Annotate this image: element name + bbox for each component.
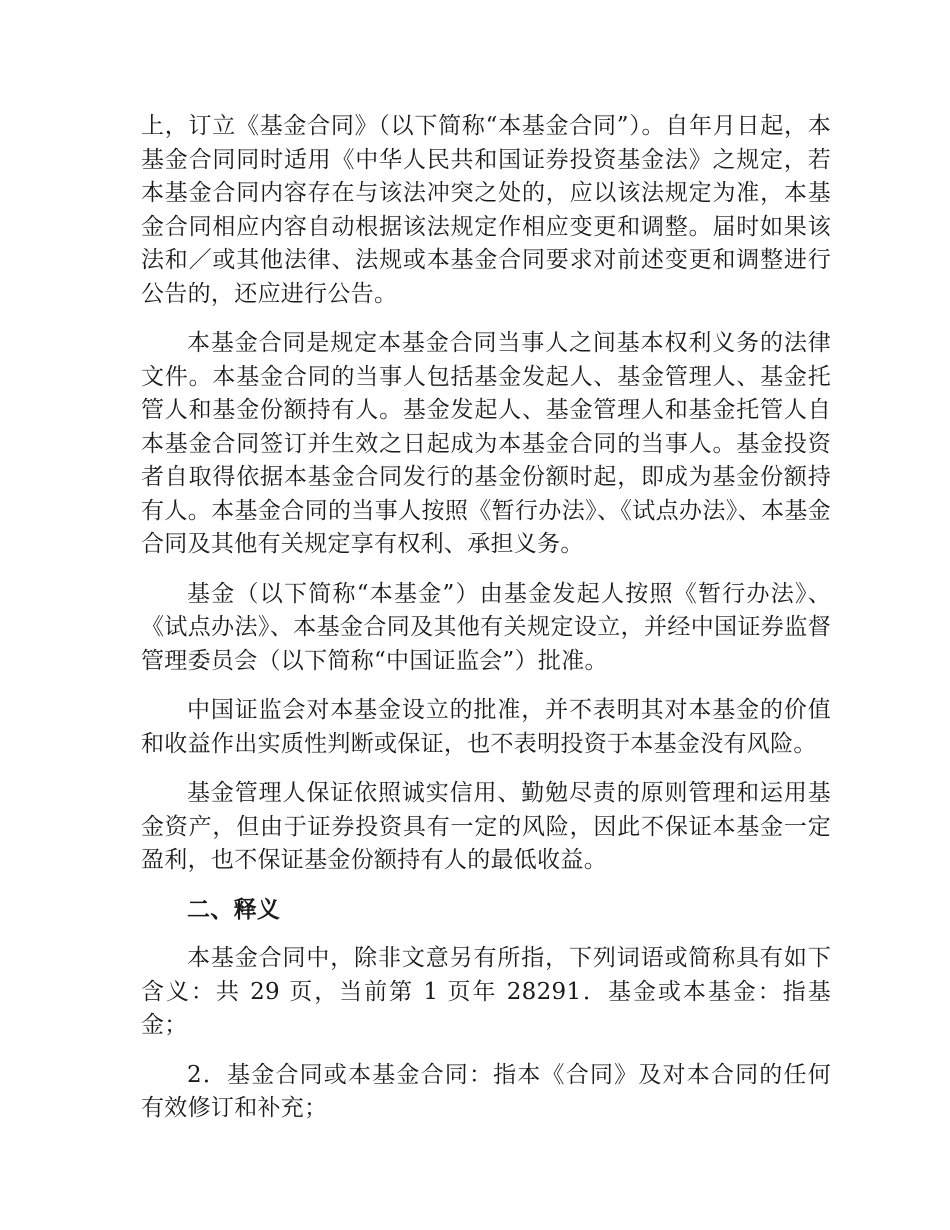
paragraph-manager-guarantee: 基金管理人保证依照诚实信用、勤勉尽责的原则管理和运用基金资产，但由于证券投资具有一定的风险，因此不保证本基金一定盈利，也不保证基金份额持有人的最低收益。 <box>141 780 831 873</box>
paragraph-contract-parties: 本基金合同是规定本基金合同当事人之间基本权利义务的法律文件。本基金合同的当事人包括基金发起人、基金管理人、基金托管人和基金份额持有人。基金发起人、基金管理人和基金托管人自本基金合同签订并生效之日起成为本基金合同的当事人。基金投资者自取得依据本基金合同发行的基金份额时起，即成为基金份额持有人。本基金合同的当事人按照《暂行办法》、《试点办法》、本基金合同及其他有关规定享有权利、承担义务。 <box>141 330 831 557</box>
document-page <box>141 110 831 1142</box>
paragraph-definitions-intro: 本基金合同中，除非文意另有所指，下列词语或简称具有如下含义：共 29 页，当前第 1 页年 28291．基金或本基金：指基金； <box>141 945 831 1038</box>
paragraph-csrc-approval: 中国证监会对本基金设立的批准，并不表明其对本基金的价值和收益作出实质性判断或保证，也不表明投资于本基金没有风险。 <box>141 697 831 757</box>
paragraph-fund-establishment: 基金（以下简称“本基金”）由基金发起人按照《暂行办法》、《试点办法》、本基金合同及其他有关规定设立，并经中国证券监督管理委员会（以下简称“中国证监会”）批准。 <box>141 580 831 674</box>
paragraph-contract-intro: 上，订立《基金合同》（以下简称“本基金合同”）。自年月日起，本基金合同同时适用《中华人民共和国证券投资基金法》之规定，若本基金合同内容存在与该法冲突之处的，应以该法规定为准，本基金合同相应内容自动根据该法规定作相应变更和调整。届时如果该法和／或其他法律、法规或本基金合同要求对前述变更和调整进行公告的，还应进行公告。 <box>141 113 831 307</box>
section-heading-definitions: 二、释义 <box>187 896 281 923</box>
paragraph-definition-2: 2．基金合同或本基金合同：指本《合同》及对本合同的任何有效修订和补充； <box>141 1061 831 1121</box>
